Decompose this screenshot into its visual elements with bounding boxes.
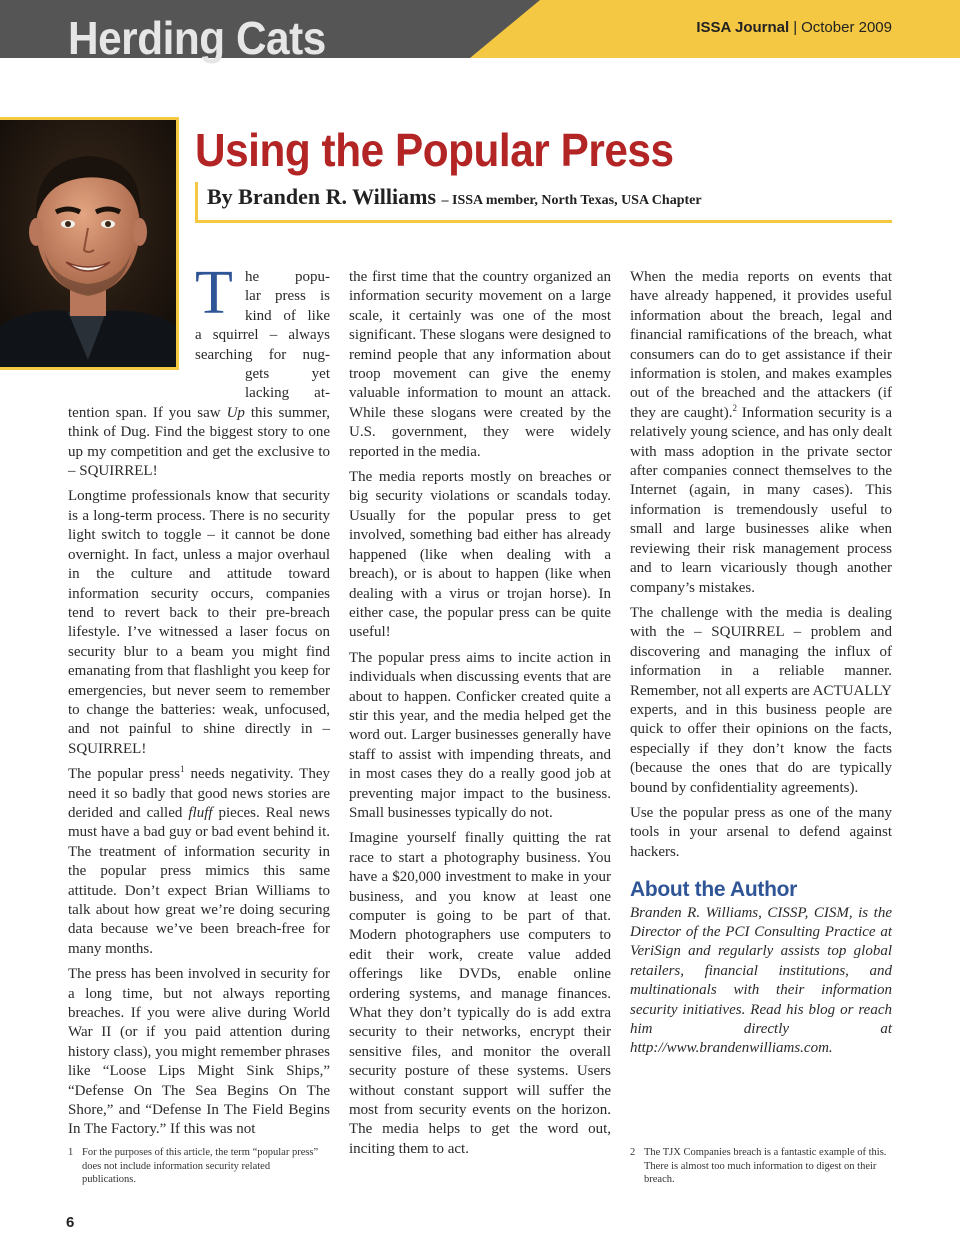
footnote-ref: 1	[180, 764, 185, 775]
section-title: Herding Cats	[68, 12, 326, 64]
about-author-text: Branden R. Williams, CISSP, CISM, is the Director of the PCI Consulting Practice at VeriSign and regularly assists top global retailers, financial institutions, and multinationals with their information security initiatives. Read his blog or reach him directly at http://www.brandenwilliams.com.	[630, 904, 892, 1057]
footnote-2	[630, 1146, 890, 1187]
intro-line: gets yet lacking at-	[245, 366, 330, 402]
drop-cap-lines	[68, 268, 330, 404]
paragraph-text: this summer, think of Dug. Find the biggest story to one up my competition and get the exclusive to – SQUIRREL!	[68, 404, 330, 480]
paragraph: The press has been involved in security for a long time, but not always reporting breaches. If you were alive during World War II (or if you paid attention during history class), you might remember phrases like “Loose Lips Might Sink Ships,” “Defense On The Sea Begins On The Shore,” and “Defense In The Field Begins In The Factory.” If this was not	[68, 966, 330, 1138]
drop-cap: T	[195, 259, 233, 327]
byline	[207, 184, 702, 210]
journal-separator: |	[793, 19, 798, 36]
paragraph-text: When the media reports on events that have already happened, it provides useful information about the breach, legal and financial ramifications of the breach, what consumers can do to get assistance if their information is stolen, and makes examples out of the breached and the attackers (if they are caught).	[630, 269, 892, 421]
article-column-3	[630, 268, 892, 1059]
footnote-1	[68, 1146, 323, 1187]
journal-name: ISSA Journal	[696, 19, 790, 36]
footnote-ref: 2	[732, 402, 737, 413]
page-number: 6	[66, 1214, 75, 1231]
intro-line: he popu-	[245, 269, 330, 285]
article-column-1	[68, 268, 330, 1146]
paragraph: The challenge with the media is dealing with the – SQUIRREL – problem and discovering and managing the influx of information in a reliable manner. Remember, not all experts are ACTUALLY experts, and in this business people are quick to offer their opinions on the facts, especially if they don’t know the facts (because the ones that do are typically bound by confidentiality agreements).	[630, 604, 892, 796]
paragraph: Imagine yourself finally quitting the rat race to start a photography business. You have a $20,000 investment to make in your business, and you know at least one computer is going to be part of that. Modern photographers use computers to edit their work, create value added offerings like DVDs, enable online ordering systems, and manage finances. What they don’t typically do is add extra security to their networks, encrypt their sensitive files, and monitor the overall security posture of these systems. Users without constant support will suffer the most from security events on the horizon. The media helps to get the word out, inciting them to act.	[349, 830, 611, 1157]
footnote-text: For the purposes of this article, the term “popular press” does not include information security related publications.	[82, 1147, 319, 1185]
paragraph	[630, 268, 892, 598]
paragraph: The media reports mostly on breaches or big security violations or scandals today. Usually for the popular press to get involved, something bad either has already happened (like when dealing with a breach), or is about to happen (like when dealing with a virus or trojan horse). In either case, the popular press can be quite useful!	[349, 469, 611, 641]
byline-accent-bar	[195, 182, 198, 220]
title-rule	[195, 220, 892, 223]
paragraph-emphasis: Up	[226, 404, 245, 421]
intro-line: lar press is	[245, 288, 330, 305]
intro-line: kind of like	[245, 307, 330, 324]
issue-date: October 2009	[801, 19, 892, 36]
paragraph: the first time that the country organized an information security movement on a large scale, it certainly was one of the most significant. These slogans were designed to remind people that any information about troop movement can give the enemy valuable information to mount an attack. While these slogans were created by the U.S. government, they were widely reported in the media.	[349, 269, 611, 460]
about-author-heading: About the Author	[630, 878, 798, 902]
paragraph-text: Information security is a relatively young science, and has only dealt with mass adoption in the private sector after companies connect themselves to the Internet (again, in many cases). This information is tremendously useful to small and large businesses alike when reviewing their risk management process and to learn vicariously though another company’s mistakes.	[630, 404, 892, 596]
author-affiliation: – ISSA member, North Texas, USA Chapter	[441, 193, 702, 208]
paragraph	[68, 404, 330, 482]
paragraph	[68, 765, 330, 959]
article-title: Using the Popular Press	[195, 124, 674, 176]
paragraph-text: pieces. Real news must have a bad guy or bad event behind it. The treatment of information security in the popular press mimics this same attitude. Don’t expect Brian Williams to talk about how great we’re doing securing data because we’ve been breach-free for many months.	[68, 804, 330, 957]
article-column-2	[349, 268, 611, 1165]
paragraph-text: needs negativity. They need it so badly that good news stories are derided and called	[68, 766, 331, 821]
paragraph-emphasis: fluff	[188, 804, 213, 821]
intro-line: searching for nug-	[195, 346, 330, 363]
author-name: By Branden R. Williams	[207, 184, 437, 209]
paragraph: Longtime professionals know that security is a long-term process. There is no security light switch to toggle – it cannot be done overnight. In fact, unless a major overhaul in the culture and attitude toward information security occurs, companies tend to revert back to their pre-breach lifestyle. I’ve witnessed a laser focus on security blur to a beam you might find emanating from that flashlight you keep for emergencies, but never seem to remember to change the batteries: weak, unfocused, and not painful to shine directly in – SQUIRREL!	[68, 488, 330, 757]
footnote-text: The TJX Companies breach is a fantastic example of this. There is almost too much information to digest on their breach.	[644, 1147, 887, 1185]
paragraph-text: tention span. If you saw	[68, 404, 227, 421]
intro-line: a squirrel – always	[195, 327, 330, 344]
journal-info	[696, 19, 892, 36]
paragraph: Use the popular press as one of the many tools in your arsenal to defend against hackers.	[630, 804, 892, 860]
paragraph: The popular press aims to incite action in individuals when discussing events that are about to happen. Conficker created quite a stir this year, and the media helped get the word out. Larger businesses generally have staff to assist with impending threats, and in most cases they do a really good job at preventing major impact to the business. Small businesses typically do not.	[349, 649, 611, 821]
footnote-number: 2	[630, 1147, 636, 1158]
paragraph-text: The popular press	[68, 766, 180, 783]
footnote-number: 1	[68, 1147, 74, 1158]
